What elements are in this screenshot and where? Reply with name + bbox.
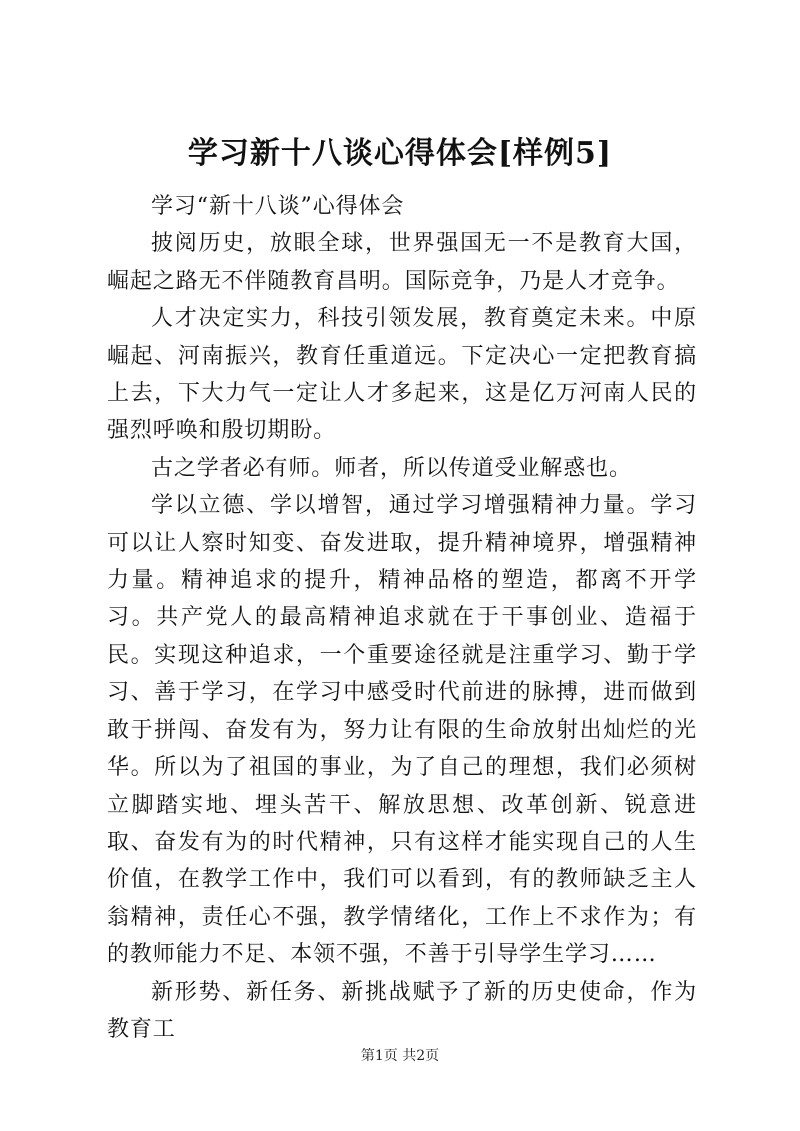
paragraph: 学以立德、学以增智，通过学习增强精神力量。学习可以让人察时知变、奋发进取，提升精神境界，增强精神力量。精神追求的提升，精神品格的塑造，都离不开学习。共产党人的最高精神追求就在于干事创业、造福于民。实现这种追求，一个重要途径就是注重学习、勤于学习、善于学习，在学习中感受时代前进的脉搏，进而做到敢于拼闯、奋发有为，努力让有限的生命放射出灿烂的光华。所以为了祖国的事业，为了自己的理想，我们必须树立脚踏实地、埋头苦干、解放思想、改革创新、锐意进取、奋发有为的时代精神，只有这样才能实现自己的人生价值，在教学工作中，我们可以看到，有的教师缺乏主人翁精神，责任心不强，教学情绪化，工作上不求作为；有的教师能力不足、本领不强，不善于引导学生学习…… [107,493,697,968]
page-number-footer: 第1页 共2页 [360,1048,440,1064]
paragraph-subtitle: 学习“新十八谈”心得体会 [151,194,405,219]
paragraph: 古之学者必有师。师者，所以传道受业解惑也。 [151,455,632,481]
paragraph: 新形势、新任务、新挑战赋予了新的历史使命，作为教育工 [107,979,697,1042]
document-body [107,188,697,1048]
paragraph: 人才决定实力，科技引领发展，教育奠定未来。中原崛起、河南振兴，教育任重道远。下定决心一定把教育搞上去，下大力气一定让人才多起来，这是亿万河南人民的强烈呼唤和殷切期盼。 [107,306,697,444]
paragraph: 披阅历史，放眼全球，世界强国无一不是教育大国，崛起之路无不伴随教育昌明。国际竞争，乃是人才竞争。 [107,231,697,294]
document-title: 学习新十八谈心得体会[样例5] [187,136,613,171]
